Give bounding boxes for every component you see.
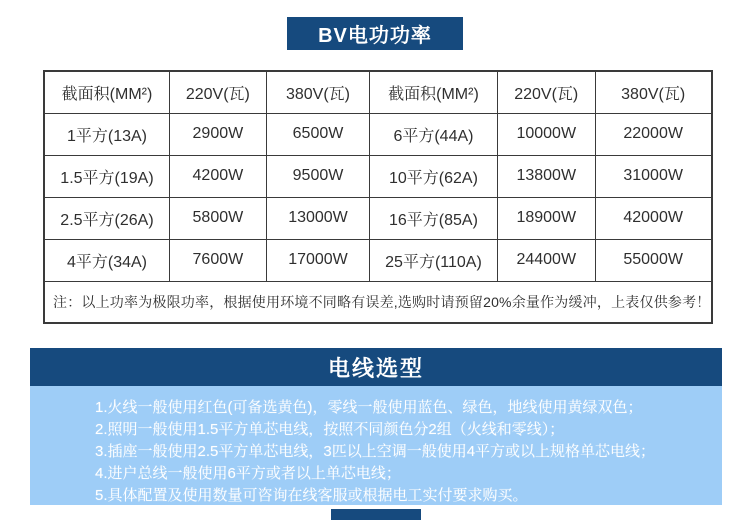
next-section-banner-partial — [331, 509, 421, 520]
table-cell: 4平方(34A) — [44, 239, 169, 281]
header-cross-section-right: 截面积(MM²) — [370, 71, 497, 113]
table-note: 注：以上功率为极限功率，根据使用环境不同略有误差,选购时请预留20%余量作为缓冲，上表仅供参考！ — [44, 281, 712, 323]
wire-tip-1: 1.火线一般使用红色(可备选黄色)，零线一般使用蓝色、绿色，地线使用黄绿双色； — [95, 399, 643, 416]
page-title-banner — [287, 17, 463, 50]
wire-tip-4: 4.进户总线一般使用6平方或者以上单芯电线； — [95, 465, 401, 482]
table-cell: 6500W — [266, 113, 369, 155]
table-cell: 10平方(62A) — [370, 155, 497, 197]
table-cell: 1.5平方(19A) — [44, 155, 169, 197]
wire-tip-5: 5.具体配置及使用数量可咨询在线客服或根据电工实付要求购买。 — [95, 487, 528, 504]
table-cell: 5800W — [169, 197, 266, 239]
power-rating-table — [43, 70, 713, 324]
table-cell: 42000W — [595, 197, 711, 239]
header-380v-left: 380V(瓦) — [266, 71, 369, 113]
page-title: BV电功功率 — [318, 25, 432, 47]
table-cell: 13000W — [266, 197, 369, 239]
header-cross-section-left: 截面积(MM²) — [44, 71, 169, 113]
table-cell: 55000W — [595, 239, 711, 281]
header-380v-right: 380V(瓦) — [595, 71, 711, 113]
table-cell: 17000W — [266, 239, 369, 281]
wire-selection-title: 电线选型 — [327, 355, 424, 381]
header-220v-left: 220V(瓦) — [169, 71, 266, 113]
table-cell: 4200W — [169, 155, 266, 197]
table-cell: 2900W — [169, 113, 266, 155]
table-row — [44, 239, 712, 281]
header-220v-right: 220V(瓦) — [497, 71, 595, 113]
table-cell: 24400W — [497, 239, 595, 281]
table-cell: 6平方(44A) — [370, 113, 497, 155]
table-cell: 9500W — [266, 155, 369, 197]
wire-tip-2: 2.照明一般使用1.5平方单芯电线，按照不同颜色分2组（火线和零线）； — [95, 421, 565, 438]
wire-selection-panel — [30, 386, 722, 505]
table-cell: 25平方(110A) — [370, 239, 497, 281]
table-cell: 16平方(85A) — [370, 197, 497, 239]
wire-selection-banner — [30, 348, 722, 386]
table-cell: 13800W — [497, 155, 595, 197]
table-cell: 1平方(13A) — [44, 113, 169, 155]
power-rating-table-container — [43, 70, 711, 324]
table-cell: 2.5平方(26A) — [44, 197, 169, 239]
table-cell: 31000W — [595, 155, 711, 197]
wire-tip-3: 3.插座一般使用2.5平方单芯电线，3匹以上空调一般使用4平方或以上规格单芯电线； — [95, 443, 656, 460]
table-cell: 7600W — [169, 239, 266, 281]
table-cell: 22000W — [595, 113, 711, 155]
table-cell: 18900W — [497, 197, 595, 239]
table-header-row — [44, 71, 712, 113]
table-cell: 10000W — [497, 113, 595, 155]
table-row — [44, 155, 712, 197]
table-row — [44, 113, 712, 155]
table-note-row — [44, 281, 712, 323]
table-row — [44, 197, 712, 239]
